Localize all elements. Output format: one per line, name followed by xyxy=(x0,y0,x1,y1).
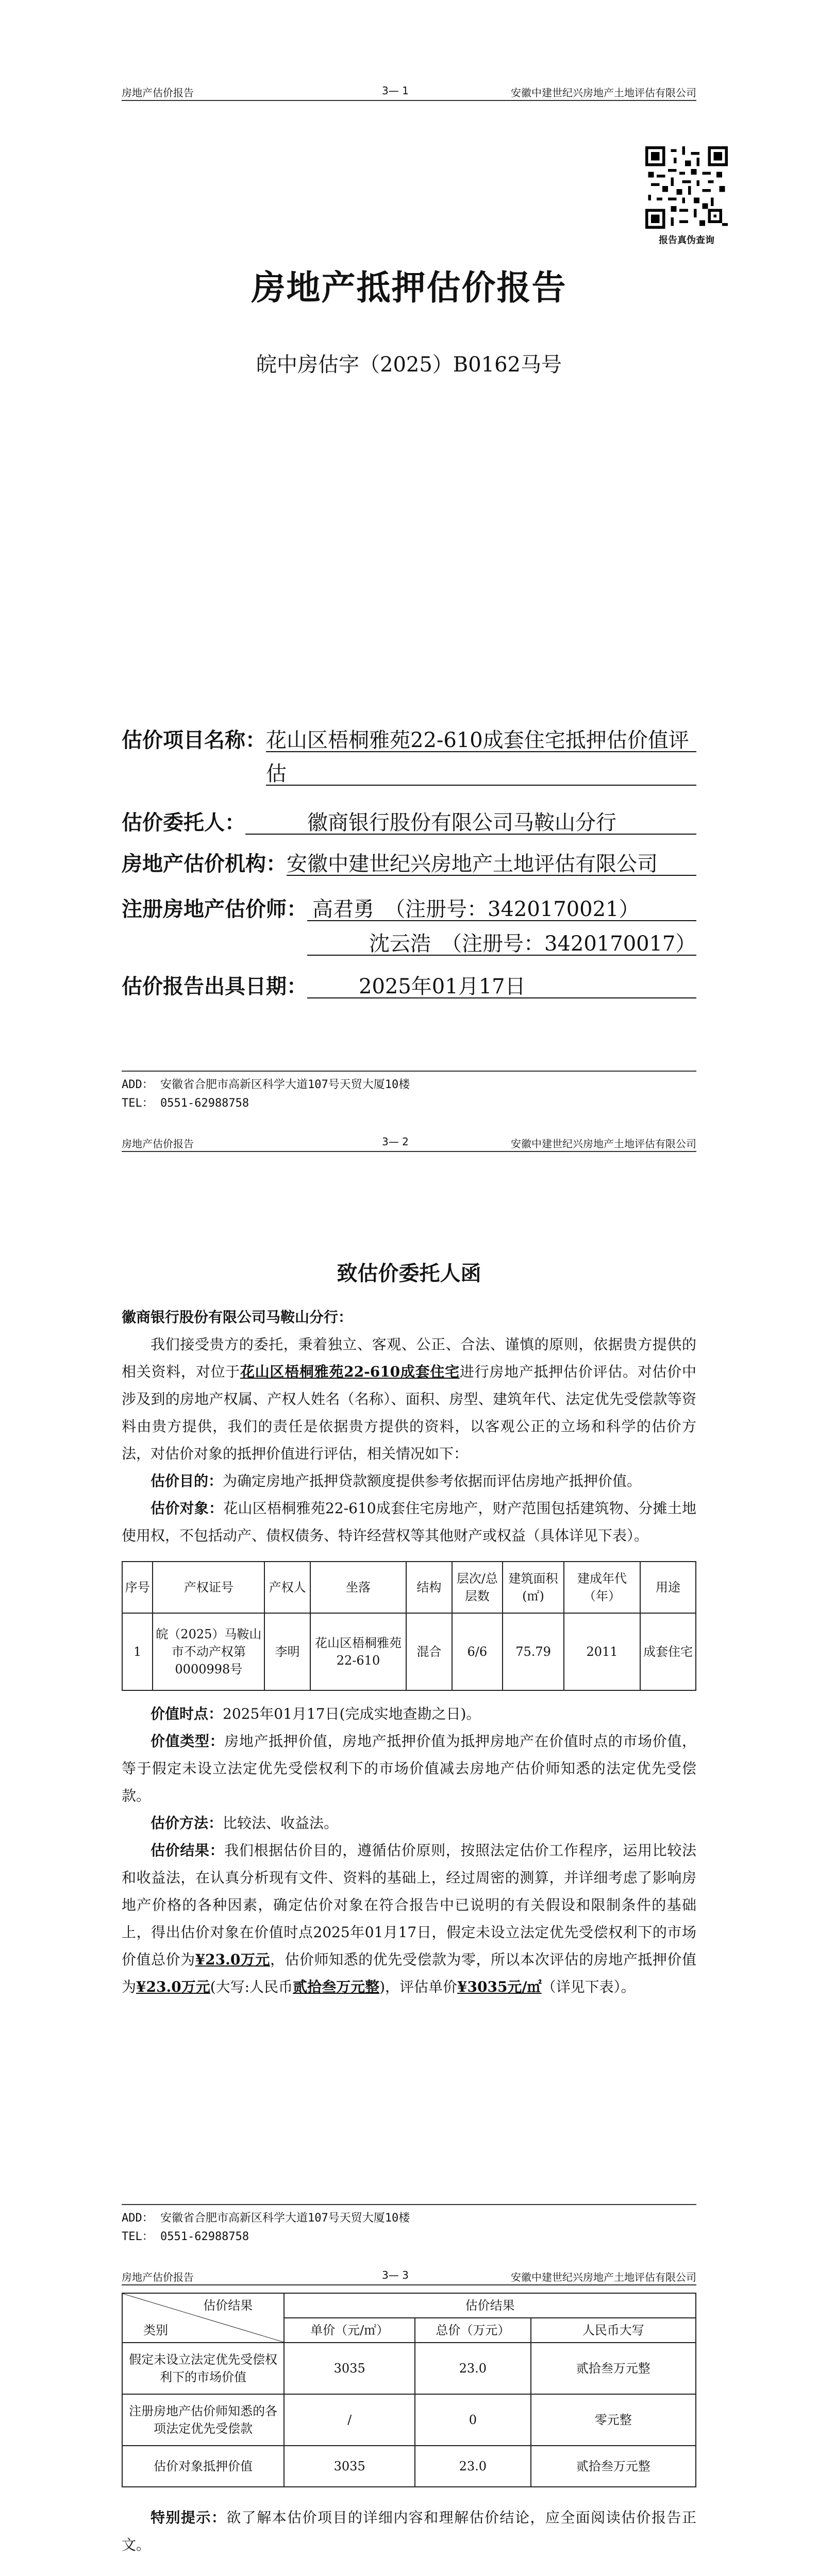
result-table xyxy=(122,2293,696,2487)
underline xyxy=(266,751,696,752)
table-row: 注册房地产估价师知悉的各项法定优先受偿款 / 0 零元整 xyxy=(122,2394,696,2446)
qr-code-icon[interactable] xyxy=(645,146,728,229)
header-right: 安徽中建世纪兴房地产土地评估有限公司 xyxy=(511,2271,696,2283)
client-value: 徽商银行股份有限公司马鞍山分行 xyxy=(307,811,616,835)
cover-page xyxy=(0,0,818,1133)
underline xyxy=(307,997,696,998)
table-corner-cell xyxy=(122,2293,284,2343)
header-page-number: 3— 2 xyxy=(382,1136,409,1148)
th-structure: 结构 xyxy=(406,1562,452,1613)
table-header-row xyxy=(122,1562,696,1613)
header-right: 安徽中建世纪兴房地产土地评估有限公司 xyxy=(511,1138,696,1150)
client-label: 估价委托人： xyxy=(122,810,245,835)
letter-body-top xyxy=(122,1303,696,1549)
property-table xyxy=(122,1561,696,1691)
notice-paragraph: 特别提示：欲了解本估价项目的详细内容和理解估价结论，应全面阅读估价报告正文。 xyxy=(122,2509,696,2553)
agency-label: 房地产估价机构： xyxy=(122,852,287,876)
page-footer xyxy=(122,2204,696,2246)
footer-address: ADD： 安徽省合肥市高新区科学大道107号天贸大厦10楼 xyxy=(122,2212,410,2225)
value-date-paragraph: 价值时点：2025年01月17日(完成实地查勘之日)。 xyxy=(151,1705,481,1722)
appraiser-2: 沈云浩 （注册号：3420170017） xyxy=(369,932,696,956)
table-row: 估价对象抵押价值 3035 23.0 贰拾叁万元整 xyxy=(122,2446,696,2487)
table-row: 1 皖（2025）马鞍山市不动产权第0000998号 李明 花山区梧桐雅苑22-610 混合 6/6 75.79 2011 成套住宅 xyxy=(122,1613,696,1690)
footer-tel: TEL： 0551-62988758 xyxy=(122,2230,249,2243)
corner-top-label: 估价结果 xyxy=(203,2298,253,2313)
letter-intro: 我们接受贵方的委托，秉着独立、客观、公正、合法、谨慎的原则，依据贵方提供的相关资料，对位于花山区梧桐雅苑22-610成套住宅进行房地产抵押估价评估。对估价中涉及到的房地产权属、产权人姓名（名称）、面积、房型、建筑年代、法定优先受偿款等资料由贵方提供，我们的责任是依据贵方提供的资料，以客观公正的立场和科学的估价方法，对估价对象的抵押价值进行评估，相关情况如下： xyxy=(122,1336,696,1462)
th-uppercase: 人民币大写 xyxy=(531,2318,696,2343)
corner-bottom-label: 类别 xyxy=(143,2323,168,2337)
header-left: 房地产估价报告 xyxy=(122,87,194,99)
th-area: 建筑面积(㎡) xyxy=(503,1562,564,1613)
purpose-paragraph: 估价目的：为确定房地产抵押贷款额度提供参考依据而评估房地产抵押价值。 xyxy=(151,1472,642,1489)
page-footer xyxy=(122,1071,696,1113)
running-header xyxy=(122,2267,696,2285)
addressee: 徽商银行股份有限公司马鞍山分行： xyxy=(122,1309,353,1326)
underline xyxy=(287,875,696,876)
diagonal-line xyxy=(123,2294,283,2342)
th-use: 用途 xyxy=(640,1562,696,1613)
underline xyxy=(245,834,696,835)
letter-body-bottom xyxy=(122,1700,696,2001)
method-paragraph: 估价方法：比较法、收益法。 xyxy=(151,1815,339,1832)
header-page-number: 3— 3 xyxy=(382,2269,409,2281)
th-location: 坐落 xyxy=(310,1562,406,1613)
report-date-label: 估价报告出具日期： xyxy=(122,974,307,998)
report-date-value: 2025年01月17日 xyxy=(359,975,526,998)
th-unit-price: 单价（元/㎡） xyxy=(284,2318,415,2343)
th-year: 建成年代（年） xyxy=(564,1562,640,1613)
th-owner: 产权人 xyxy=(264,1562,310,1613)
header-left: 房地产估价报告 xyxy=(122,1138,194,1150)
underline xyxy=(266,785,696,786)
table-row: 假定未设立法定优先受偿权利下的市场价值 3035 23.0 贰拾叁万元整 xyxy=(122,2343,696,2394)
th-floors: 层次/总层数 xyxy=(452,1562,503,1613)
underline xyxy=(307,955,696,956)
project-name-value-cont: 估 xyxy=(266,762,287,786)
value-type-paragraph: 价值类型：房地产抵押价值，房地产抵押价值为抵押房地产在价值时点的市场价值，等于假定未设立法定优先受偿权利下的市场价值减去房地产估价师知悉的法定优先受偿款。 xyxy=(122,1733,696,1804)
report-number: 皖中房估字（2025）B0162马号 xyxy=(256,353,562,377)
object-paragraph: 估价对象：花山区梧桐雅苑22-610成套住宅房地产，财产范围包括建筑物、分摊土地使用权，不包括动产、债权债务、特许经营权等其他财产或权益（具体详见下表）。 xyxy=(122,1500,696,1544)
report-title: 房地产抵押估价报告 xyxy=(251,267,567,308)
running-header xyxy=(122,82,696,101)
header-page-number: 3— 1 xyxy=(382,84,409,97)
result-paragraph: 估价结果：我们根据估价目的，遵循估价原则，按照法定估价工作程序，运用比较法和收益法，在认真分析现有文件、资料的基础上，经过周密的测算，并详细考虑了影响房地产价格的各种因素，确定估价对象在符合报告中已说明的有关假设和限制条件的基础上，得出估价对象在价值时点2025年01月17日，假定未设立法定优先受偿权利下的市场价值总价为¥23.0万元，估价师知悉的优先受偿款为零，所以本次评估的房地产抵押价值为¥23.0万元(大写:人民币贰拾叁万元整)，评估单价¥3035元/㎡（详见下表）。 xyxy=(122,1842,696,1995)
th-seq: 序号 xyxy=(122,1562,153,1613)
appraiser-label: 注册房地产估价师： xyxy=(122,897,307,921)
project-name-value: 花山区梧桐雅苑22-610成套住宅抵押估价值评 xyxy=(266,728,689,752)
th-group: 估价结果 xyxy=(284,2293,696,2318)
footer-address: ADD： 安徽省合肥市高新区科学大道107号天贸大厦10楼 xyxy=(122,1078,410,1091)
qr-caption: 报告真伪查询 xyxy=(659,235,714,246)
agency-value: 安徽中建世纪兴房地产土地评估有限公司 xyxy=(287,852,658,876)
header-right: 安徽中建世纪兴房地产土地评估有限公司 xyxy=(511,87,696,99)
header-left: 房地产估价报告 xyxy=(122,2271,194,2283)
footer-tel: TEL： 0551-62988758 xyxy=(122,1097,249,1110)
appraiser-1: 高君勇 （注册号：3420170021） xyxy=(312,897,640,921)
th-cert: 产权证号 xyxy=(153,1562,264,1613)
underline xyxy=(307,920,696,921)
running-header xyxy=(122,1133,696,1152)
project-name-label: 估价项目名称： xyxy=(122,728,266,752)
letter-title: 致估价委托人函 xyxy=(337,1261,481,1285)
th-total-price: 总价（万元） xyxy=(415,2318,531,2343)
special-notice xyxy=(122,2504,696,2558)
